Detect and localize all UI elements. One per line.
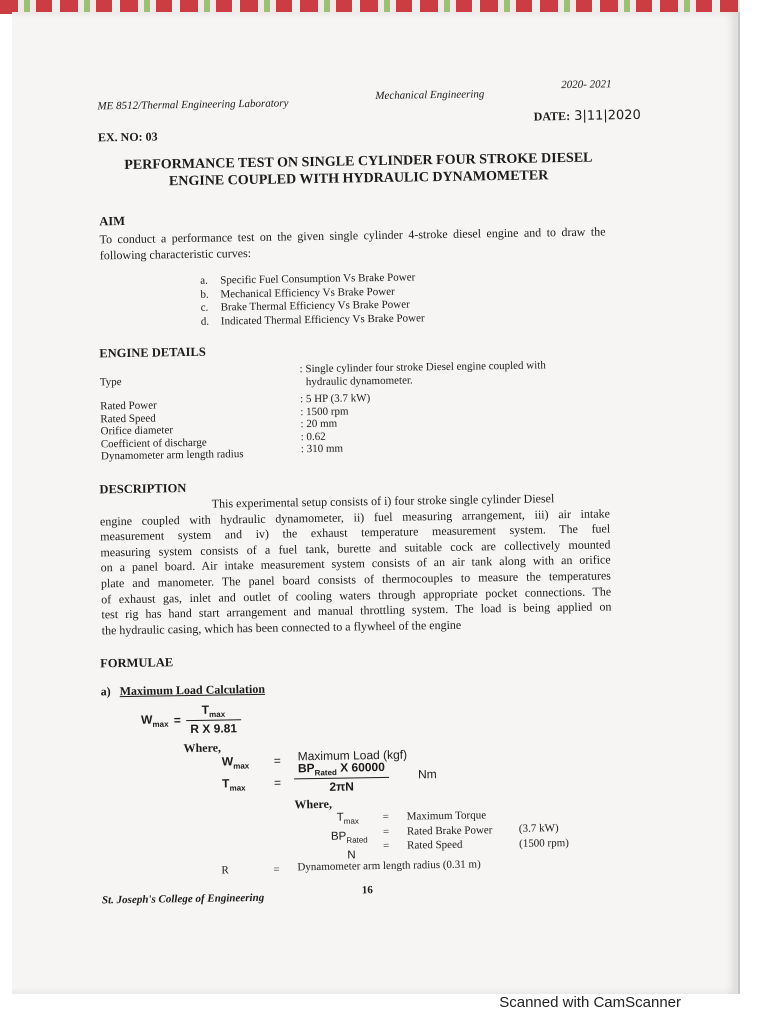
department-name: Mechanical Engineering (375, 88, 485, 103)
engine-value: : 20 mm (300, 417, 338, 431)
list-item: a. Specific Fuel Consumption Vs Brake Power (200, 271, 416, 287)
description-line: of exhaust gas, inlet and outlet of cooling waters through appropriate pocket connections. The (101, 583, 612, 606)
r-description: Dynamometer arm length radius (0.31 m) (297, 858, 481, 874)
engine-labels (100, 398, 244, 463)
wmax-description: Maximum Load (kgf) (297, 747, 408, 764)
engine-value: : 310 mm (300, 442, 344, 456)
tmax-symbol: $T_{max}$ (222, 776, 246, 793)
camscanner-watermark: Scanned with CamScanner (499, 994, 681, 1011)
engine-value: : 1500 rpm (300, 405, 349, 418)
engine-value: : 5 HP (3.7 kW) (299, 392, 371, 406)
document-title (78, 149, 638, 192)
r-symbol: R (221, 864, 229, 877)
definitions-desc: Maximum Torque Rated Brake Power Rated Speed (406, 809, 493, 852)
unit-nm: Nm (417, 767, 437, 782)
academic-year: 2020- 2021 (561, 78, 612, 92)
engine-details-heading: ENGINE DETAILS (99, 344, 206, 361)
list-item: d. Indicated Thermal Efficiency Vs Brake Power (200, 311, 425, 328)
definitions-eq: = = = (382, 810, 390, 852)
tmax-formula: $\frac{BP_{Rated} X 60000}{2\pi N}$ (294, 760, 389, 795)
engine-label: Dynamometer arm length radius (100, 448, 244, 463)
exercise-number: EX. NO: 03 (97, 129, 158, 145)
definitions-symbols: $T_{max}$ $BP_{Rated}$ N (330, 811, 368, 862)
engine-label: Rated Speed (100, 412, 156, 425)
list-item: b. Mechanical Efficiency Vs Brake Power (200, 285, 395, 301)
engine-type-label: Type (99, 376, 122, 389)
date-handwritten: 3|11|2020 (574, 107, 641, 124)
description-body (100, 490, 612, 638)
r-eq: = (273, 863, 280, 876)
engine-label: Coefficient of discharge (100, 436, 207, 451)
page-number: 16 (361, 884, 373, 897)
aim-list (200, 271, 425, 329)
engine-type-value: : Single cylinder four stroke Diesel engine coupled with hydraulic dynamometer. (299, 359, 546, 389)
title-line-1: PERFORMANCE TEST ON SINGLE CYLINDER FOUR STROKE DIESEL (124, 150, 593, 173)
list-item: c. Brake Thermal Efficiency Vs Brake Power (200, 298, 410, 314)
wmax-symbol: $W_{max}$ (221, 754, 250, 771)
description-heading: DESCRIPTION (99, 481, 187, 497)
tmax-eq: = (274, 775, 282, 790)
description-line: plate and manometer. The panel board consists of thermocouples to measure the temperatures (100, 568, 612, 591)
title-line-2: ENGINE COUPLED WITH HYDRAULIC DYNAMOMETER (168, 168, 549, 190)
engine-value: : 0.62 (300, 430, 326, 444)
description-line: This experimental setup consists of i) four stroke single cylinder Diesel (211, 491, 555, 511)
where-label-2: Where, (294, 796, 332, 812)
date-block (534, 106, 641, 126)
engine-values (300, 392, 371, 456)
wmax-fraction: $\frac{T_{max}}{\text{R X 9.81}}$ (186, 702, 241, 736)
description-line: measuring system consists of a fuel tank, burette and suitable cock are collectively mounted (100, 537, 611, 560)
aim-heading: AIM (99, 213, 126, 229)
description-line: measurement system and iv) the exhaust temperature measurement system. The fuel (100, 521, 611, 544)
where-label-1: Where, (183, 740, 222, 756)
aim-text: To conduct a performance test on the given single cylinder 4-stroke diesel engine and to draw the following characteristic curves: (99, 224, 606, 262)
course-code: ME 8512/Thermal Engineering Laboratory (97, 97, 289, 113)
engine-label: Rated Power (100, 399, 157, 413)
definitions-extra: (3.7 kW) (1500 rpm) (518, 822, 569, 850)
formula-subheading: a) Maximum Load Calculation (100, 681, 266, 699)
engine-label: Orifice diameter (100, 424, 174, 438)
wmax-eq: = (273, 753, 281, 768)
description-line: the hydraulic casing, which has been connected to a flywheel of the engine (101, 617, 462, 638)
description-line: test rig has hand start arrangement and manual throttling system. The load is being applied on (101, 599, 612, 622)
formulae-heading: FORMULAE (100, 655, 174, 671)
footer-college: St. Joseph's College of Engineering (101, 891, 265, 907)
wmax-formula: $W_{max}$ = $\frac{T_{max}}{\text{R X 9.81}}$ (141, 702, 241, 737)
date-label: DATE: (533, 108, 571, 124)
description-line: engine coupled with hydraulic dynamometer, ii) fuel measuring arrangement, iii) air intake (99, 505, 611, 528)
description-line: on a panel board. Air intake measurement system consists of an air tank along with an orifice (100, 552, 611, 575)
